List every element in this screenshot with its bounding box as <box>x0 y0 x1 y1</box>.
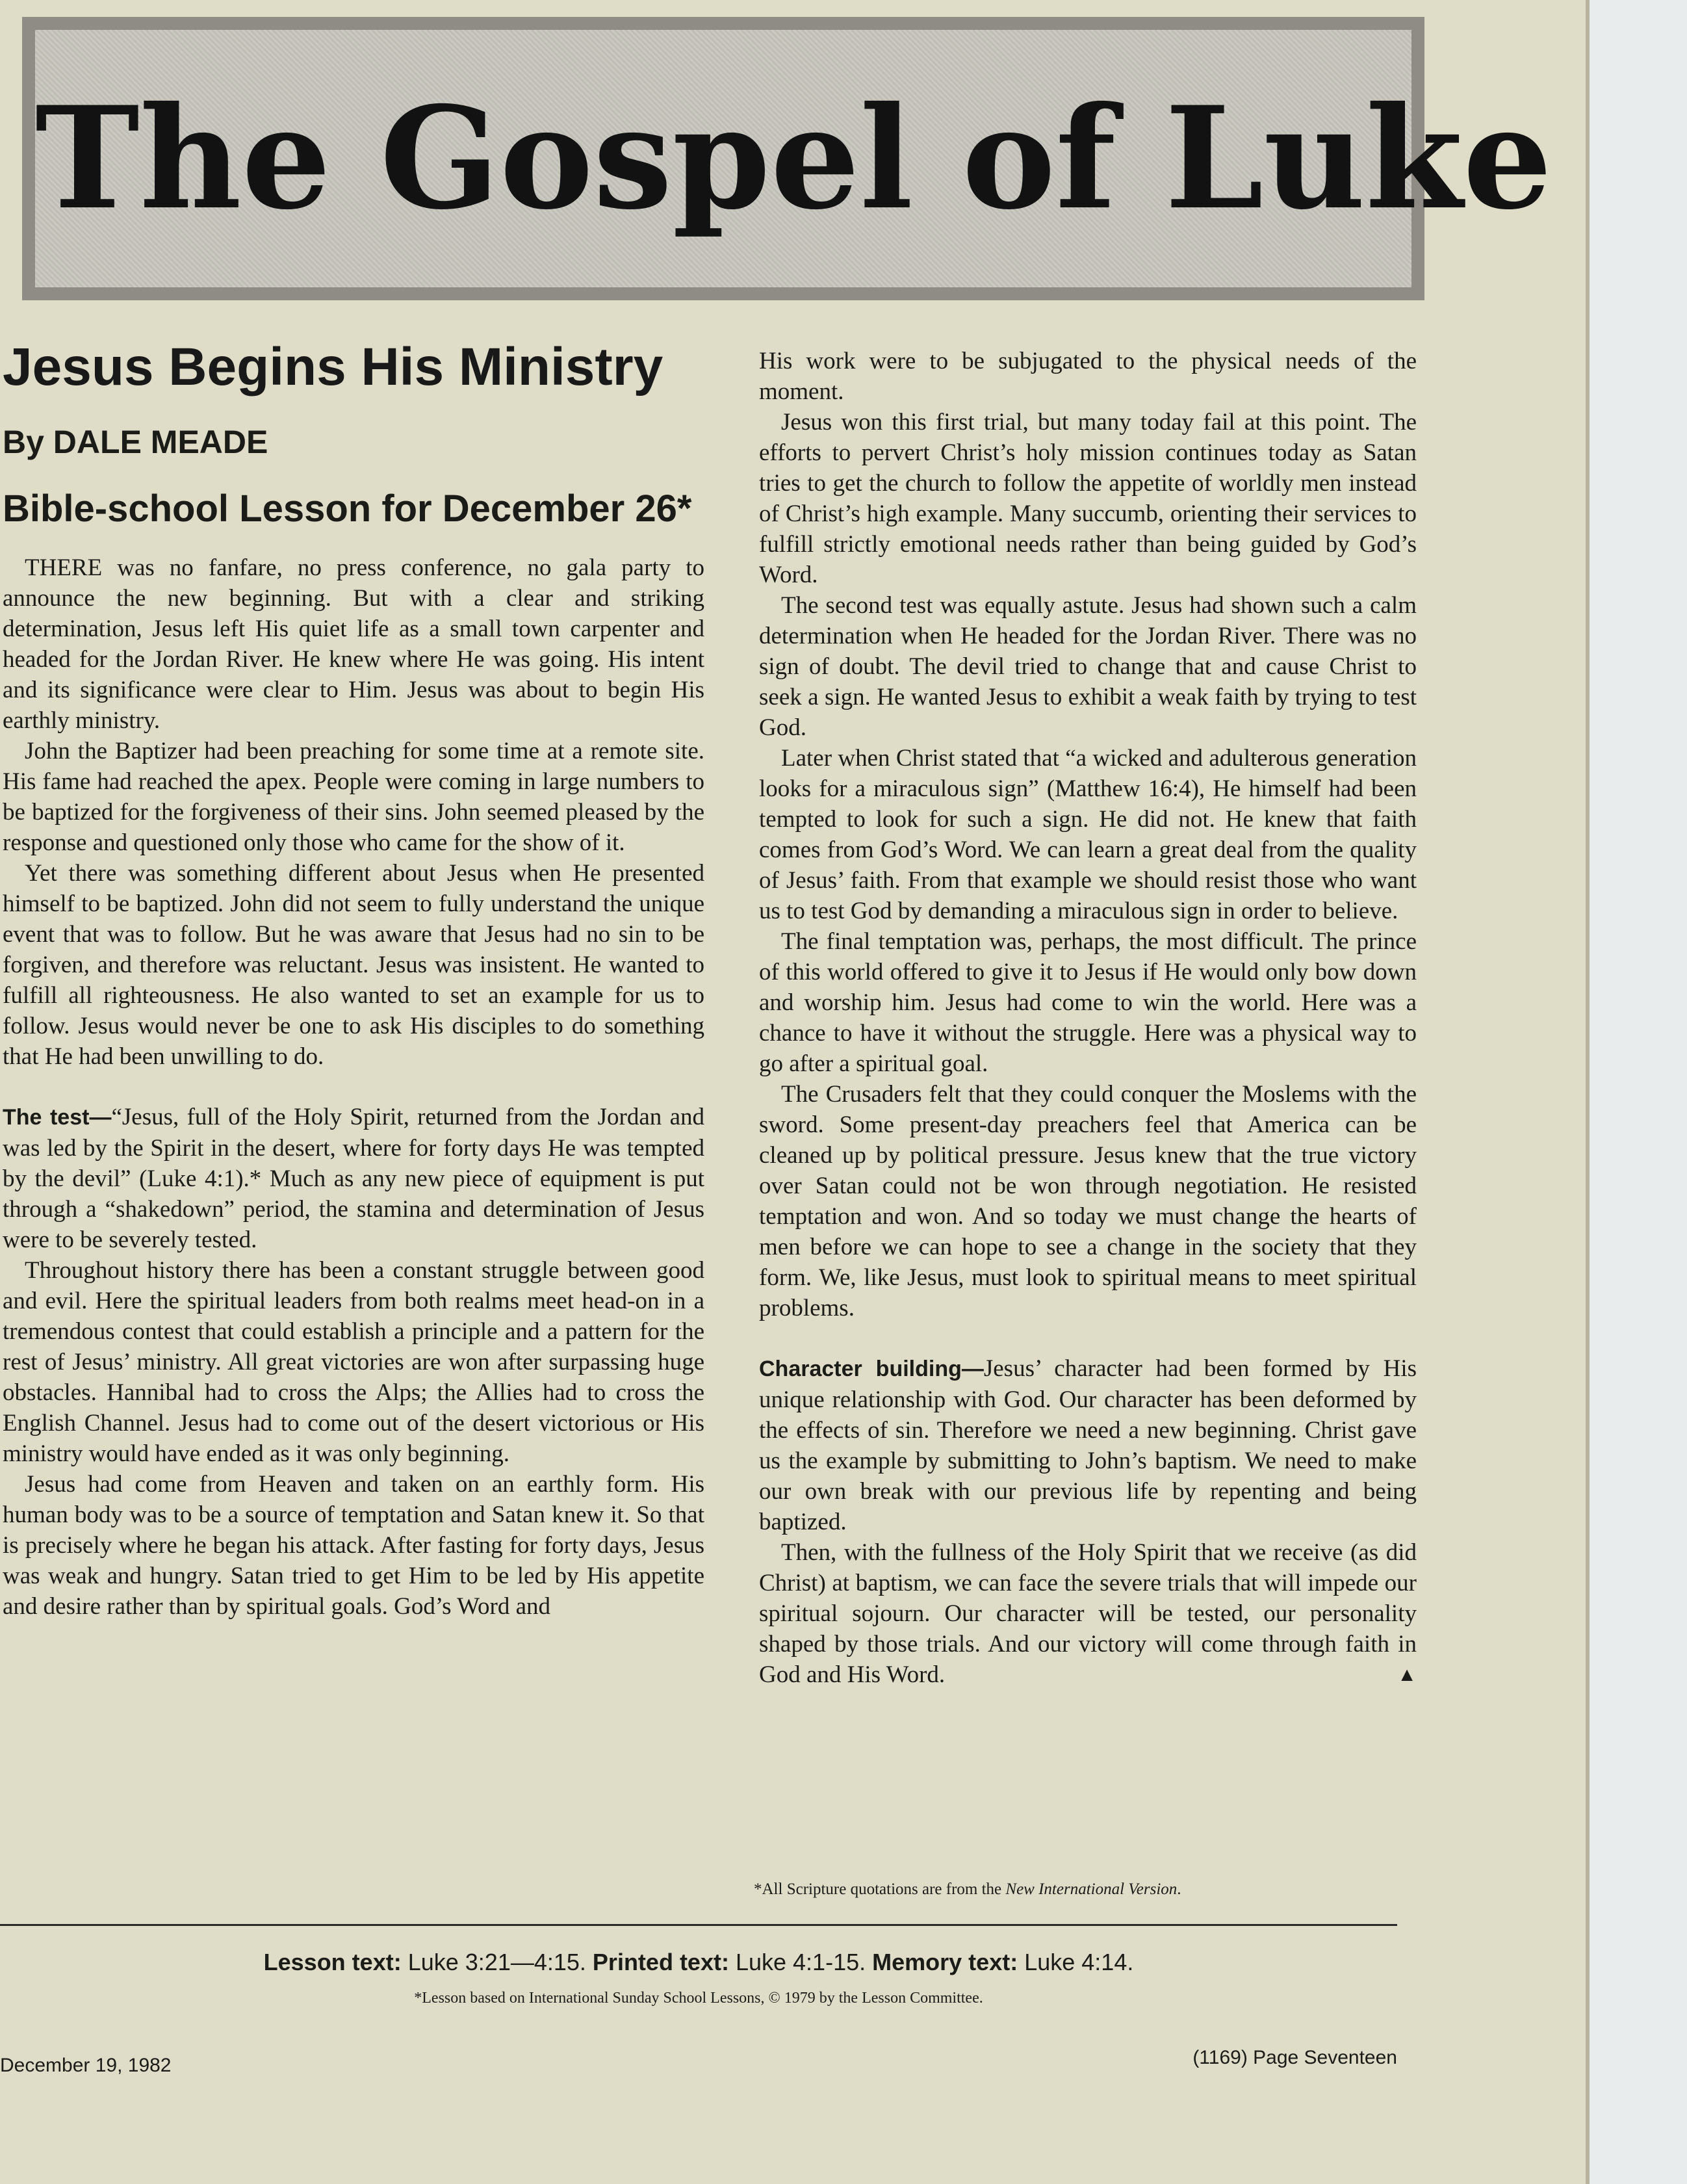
issue-date: December 19, 1982 <box>0 2055 172 2076</box>
lesson-subtitle: Bible-school Lesson for December 26* <box>3 488 692 530</box>
memory-text-label: Memory text: <box>872 1949 1018 1975</box>
lesson-text-label: Lesson text: <box>263 1949 402 1975</box>
test-runin-heading: The test— <box>3 1105 112 1130</box>
article-headline: Jesus Begins His Ministry <box>3 337 663 396</box>
body-paragraph: His work were to be subjugated to the physical needs of the moment. <box>759 348 1417 405</box>
lesson-text-line <box>0 1945 1397 1980</box>
body-paragraph: Later when Christ stated that “a wicked and adulterous generation looks for a miraculous sign” (Matthew 16:4), He himself had been tempted to look for such a sign. He did not. He knew that faith comes from God’s Word. We can learn a great deal from the quality of Jesus’ faith. From that example we should resist those who want us to test God by demanding a miraculous sign in order to believe. <box>759 745 1417 924</box>
character-runin-heading: Character building— <box>759 1357 984 1381</box>
lesson-text-value: Luke 3:21—4:15. <box>407 1949 586 1975</box>
right-column <box>759 346 1417 1690</box>
byline: By DALE MEADE <box>3 424 268 460</box>
body-paragraph: THERE was no fanfare, no press conference, no gala party to announce the new beginning. But with a clear and striking determination, Jesus left His quiet life as a small town carpenter and headed for the Jordan River. He knew where He was going. His intent and its significance were clear to Him. Jesus was about to begin His earthly ministry. <box>3 554 704 734</box>
left-column <box>3 552 704 1622</box>
test-section-paragraph <box>3 1102 704 1255</box>
character-paragraph-text: Jesus’ character had been formed by His unique relationship with God. Our character has been deformed by the effects of sin. Therefore we need a new beginning. Christ gave us the example by submitting to John’s baptism. We need to make our own break with our previous life by repenting and being baptized. <box>759 1355 1417 1535</box>
body-paragraph: The Crusaders felt that they could conquer the Moslems with the sword. Some present-day preachers feel that America can be cleaned up by political pressure. Jesus knew that the true victory over Satan could not be won through negotiation. He resisted temptation and won. And so today we must change the hearts of men before we can hope to see a change in the society that they form. We, like Jesus, must look to spiritual means to meet spiritual problems. <box>759 1081 1417 1321</box>
lesson-credit: *Lesson based on International Sunday School Lessons, © 1979 by the Lesson Committee. <box>414 1990 983 2007</box>
footnote-suffix: . <box>1177 1880 1181 1898</box>
memory-text-value: Luke 4:14. <box>1024 1949 1134 1975</box>
scripture-footnote <box>754 1878 1417 1901</box>
test-paragraph-text: “Jesus, full of the Holy Spirit, returned from the Jordan and was led by the Spirit in the desert, where for forty days He was tempted by the devil” (Luke 4:1).* Much as any new piece of equipment is put through a “shakedown” period, the stamina and determination of Jesus were to be severely tested. <box>3 1104 705 1253</box>
body-paragraph: Jesus had come from Heaven and taken on an earthly form. His human body was to be a source of temptation and Satan knew it. So that is precisely where he began his attack. After fasting for forty days, Jesus was weak and hungry. Satan tried to get Him to be led by His appetite and desire rather than by spiritual goals. God’s Word and <box>3 1471 704 1620</box>
body-paragraph: Jesus won this first trial, but many today fail at this point. The efforts to pervert Christ’s holy mission continues today as Satan tries to get the church to follow the appetite of worldly men instead of Christ’s high example. Many succumb, orienting their services to fulfill strictly emotional needs rather than being guided by God’s Word. <box>759 409 1417 588</box>
title-banner <box>22 17 1552 300</box>
body-paragraph: John the Baptizer had been preaching for some time at a remote site. His fame had reached the apex. People were coming in large numbers to be baptized for the forgiveness of their sins. John seemed pleased by the response and questioned only those who came for the show of it. <box>3 738 704 856</box>
page-number: (1169) Page Seventeen <box>1192 2047 1397 2068</box>
character-section-paragraph <box>759 1353 1417 1537</box>
body-paragraph <box>759 1537 1417 1690</box>
page-edge-background <box>1586 0 1687 2184</box>
footnote-prefix: *All Scripture quotations are from the <box>754 1880 1006 1898</box>
body-paragraph: The final temptation was, perhaps, the most difficult. The prince of this world offered to give it to Jesus if He would only bow down and worship him. Jesus had come to win the world. Here was a chance to have it without the struggle. Here was a physical way to go after a spiritual goal. <box>759 928 1417 1077</box>
divider-rule <box>0 1924 1397 1926</box>
printed-text-label: Printed text: <box>592 1949 729 1975</box>
body-paragraph: Yet there was something different about Jesus when He presented himself to be baptized. John did not seem to fully understand the unique event that was to follow. But he was aware that Jesus had no sin to be forgiven, and therefore was reluctant. Jesus was insistent. He wanted to fulfill all righteousness. He also wanted to set an example for us to follow. Jesus would never be one to ask His disciples to do something that He had been unwilling to do. <box>3 860 704 1070</box>
character-closing-text: Then, with the fullness of the Holy Spirit that we receive (as did Christ) at baptism, we can face the severe trials that will impede our spiritual sojourn. Our character will be tested, our personality shaped by those trials. And our victory will come through faith in God and His Word. <box>759 1539 1417 1688</box>
printed-text-value: Luke 4:1-15. <box>735 1949 866 1975</box>
banner-title: The Gospel of Luke <box>35 75 1552 240</box>
end-mark-icon: ▲ <box>1397 1664 1417 1685</box>
body-paragraph: Throughout history there has been a constant struggle between good and evil. Here the spiritual leaders from both realms meet head-on in a tremendous contest that could establish a principle and a pattern for the rest of Jesus’ ministry. All great victories are won after surpassing huge obstacles. Hannibal had to cross the Alps; the Allies had to cross the English Channel. Jesus had to come out of the desert victorious or His ministry would have ended as it was only beginning. <box>3 1257 704 1467</box>
footnote-version: New International Version <box>1005 1880 1178 1898</box>
body-paragraph: The second test was equally astute. Jesus had shown such a calm determination when He headed for the Jordan River. There was no sign of doubt. The devil tried to change that and cause Christ to seek a sign. He wanted Jesus to exhibit a weak faith by trying to test God. <box>759 592 1417 741</box>
